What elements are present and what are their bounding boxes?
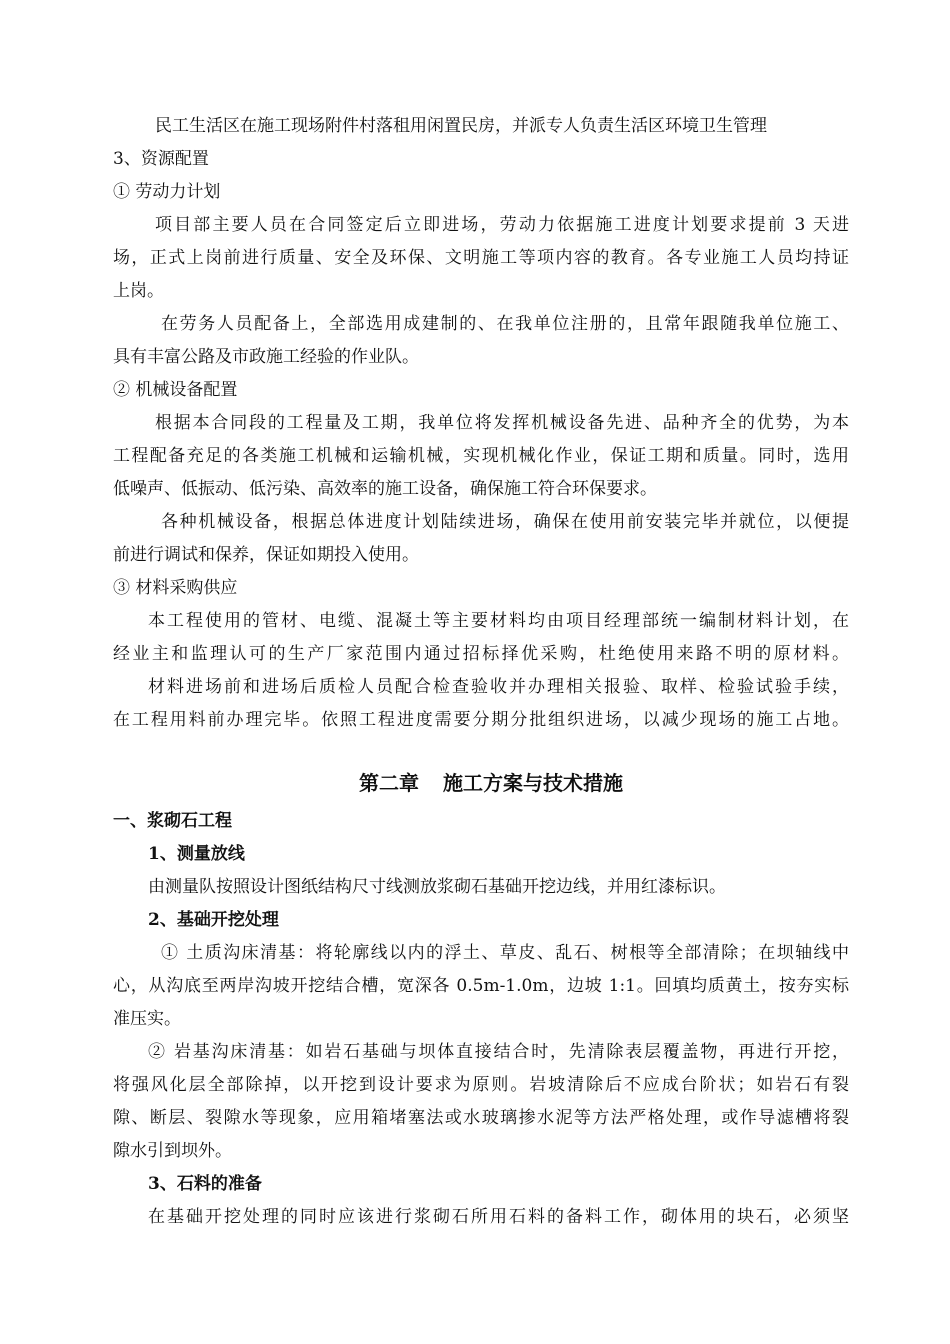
paragraph-line: 低噪声、低振动、低污染、高效率的施工设备，确保施工符合环保要求。	[113, 479, 657, 499]
paragraph-line: 各种机械设备，根据总体进度计划陆续进场，确保在使用前安装完毕并就位，以便提	[161, 512, 849, 532]
chapter-number: 第二章	[359, 771, 419, 795]
subsection-heading: ③ 材料采购供应	[113, 578, 238, 598]
paragraph-line: 隙水引到坝外。	[113, 1141, 232, 1161]
paragraph-line: ① 土质沟床清基：将轮廓线以内的浮土、草皮、乱石、树根等全部清除；在坝轴线中	[161, 943, 849, 963]
subsection-heading: ② 机械设备配置	[113, 380, 238, 400]
heading-level-1: 一、浆砌石工程	[113, 811, 232, 831]
paragraph-line: 准压实。	[113, 1009, 181, 1029]
paragraph-line: 由测量队按照设计图纸结构尺寸线测放浆砌石基础开挖边线，并用红漆标识。	[148, 877, 726, 897]
paragraph-line: ② 岩基沟床清基：如岩石基础与坝体直接结合时，先清除表层覆盖物，再进行开挖，	[148, 1042, 849, 1062]
paragraph-line: 场，正式上岗前进行质量、安全及环保、文明施工等项内容的教育。各专业施工人员均持证	[113, 248, 849, 268]
subsection-heading: ① 劳动力计划	[113, 182, 221, 202]
paragraph-line: 隙、断层、裂隙水等现象，应用箱堵塞法或水玻璃掺水泥等方法严格处理，或作导滤槽将裂	[113, 1108, 849, 1128]
heading-level-2: 3、石料的准备	[148, 1174, 262, 1194]
paragraph-line: 民工生活区在施工现场附件村落租用闲置民房，并派专人负责生活区环境卫生管理	[155, 116, 767, 136]
heading-level-2: 2、基础开挖处理	[148, 910, 279, 930]
paragraph-line: 经业主和监理认可的生产厂家范围内通过招标择优采购，杜绝使用来路不明的原材料。	[113, 644, 849, 664]
section-heading: 3、资源配置	[113, 149, 209, 169]
paragraph-line: 本工程使用的管材、电缆、混凝土等主要材料均由项目经理部统一编制材料计划，在	[148, 611, 849, 631]
paragraph-line: 材料进场前和进场后质检人员配合检查验收并办理相关报验、取样、检验试验手续，	[148, 677, 849, 697]
paragraph-line: 项目部主要人员在合同签定后立即进场，劳动力依据施工进度计划要求提前 3 天进	[155, 215, 849, 235]
heading-level-2: 1、测量放线	[148, 844, 245, 864]
paragraph-line: 具有丰富公路及市政施工经验的作业队。	[113, 347, 419, 367]
paragraph-line: 心，从沟底至两岸沟坡开挖结合槽，宽深各 0.5m-1.0m，边坡 1:1。回填均质黄土，按夯实标	[113, 976, 849, 996]
paragraph-line: 在工程用料前办理完毕。依照工程进度需要分期分批组织进场，以减少现场的施工占地。	[113, 710, 849, 730]
chapter-title	[113, 767, 849, 799]
paragraph-line: 将强风化层全部除掉，以开挖到设计要求为原则。岩坡清除后不应成台阶状；如岩石有裂	[113, 1075, 849, 1095]
paragraph-line: 工程配备充足的各类施工机械和运输机械，实现机械化作业，保证工期和质量。同时，选用	[113, 446, 849, 466]
paragraph-line: 在劳务人员配备上，全部选用成建制的、在我单位注册的，且常年跟随我单位施工、	[161, 314, 849, 334]
paragraph-line: 在基础开挖处理的同时应该进行浆砌石所用石料的备料工作，砌体用的块石，必须坚	[148, 1207, 849, 1227]
paragraph-line: 上岗。	[113, 281, 164, 301]
document-page	[113, 110, 849, 1234]
paragraph-line: 前进行调试和保养，保证如期投入使用。	[113, 545, 419, 565]
paragraph-line: 根据本合同段的工程量及工期，我单位将发挥机械设备先进、品种齐全的优势，为本	[155, 413, 849, 433]
chapter-name: 施工方案与技术措施	[443, 771, 623, 795]
